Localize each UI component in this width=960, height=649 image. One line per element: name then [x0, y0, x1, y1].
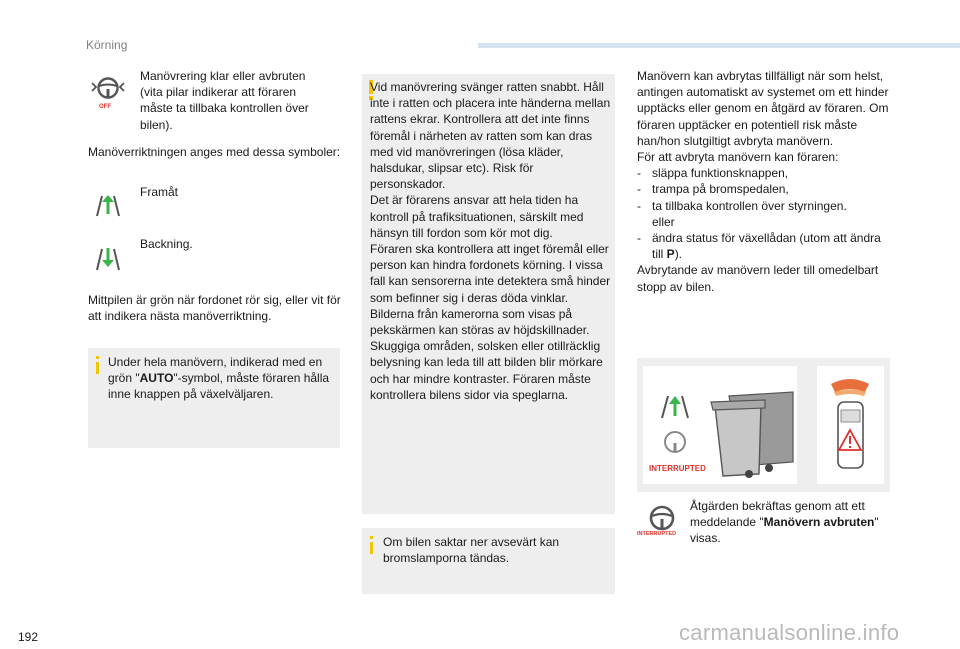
header-bar [478, 43, 960, 48]
icon-interrupted-label: INTERRUPTED [637, 531, 677, 537]
forward-arrow-icon [88, 192, 128, 220]
steering-off-icon [88, 74, 128, 108]
section-title: Körning [86, 38, 128, 52]
warning-box [362, 74, 615, 514]
list-item: - trampa på bromspedalen, [637, 181, 895, 197]
or-text: eller [652, 214, 675, 229]
driver-actions [637, 165, 895, 214]
brake-info-text: Om bilen saktar ner avsevärt kan bromslamporna tändas. [383, 535, 560, 566]
confirm-text: Åtgärden bekräftas genom att ett meddelande "Manövern avbruten" visas. [690, 499, 879, 546]
interrupted-screen-illustration [637, 358, 890, 492]
warning-text: Vid manövrering svänger ratten snabbt. Håll inte i ratten och placera inte händerna mellan rattens ekrar. Kontrollera att det inte finns föremål i närheten av ratten som kan dras med vid manövreringen (lösa kläder, halsdukar, slipsar etc). Risk för personskador. Det är förarens ansvar att hela tiden ha kontroll på trafiksituationen, särskilt med hänsyn till fordon som kör mot dig. Föraren ska kontrollera att inget föremål eller person kan hindra fordonets körning. I vissa fall kan sensorerna inte detektera små hinder som befinner sig i deras döda vinklar. Bilderna från kamerorna som visas på pekskärmen kan störas av höjdskillnader. Skuggiga områden, solsken eller otillräcklig belysning kan leda till att bilden blir mörkare och har mindre kontraster. Föraren måste kontrollera bilens sidor via speglarna. [370, 80, 611, 402]
direction-intro: Manöverriktningen anges med dessa symboler: [88, 145, 341, 159]
list-item: - ändra status för växellådan (utom att ändra till P). [637, 230, 895, 262]
driver-intro: För att avbryta manövern kan föraren: [637, 150, 839, 165]
off-description: Manövrering klar eller avbruten (vita pilar indikerar att föraren måste ta tillbaka kontrollen över bilen). [140, 69, 309, 132]
interrupt-intro: Manövern kan avbrytas tillfälligt när som helst, antingen automatiskt av systemet om ett hinder upptäcks eller genom en åtgärd av föraren. Om föraren upptäcker en potentiell risk måste han/hon slutgiltigt avbryta manövern. [637, 69, 889, 148]
reverse-arrow-icon [88, 244, 128, 272]
camera-view [643, 366, 797, 484]
screen-interrupted-label: INTERRUPTED [649, 464, 706, 473]
page-number: 192 [18, 630, 39, 644]
brake-info-box [362, 528, 615, 594]
stop-text: Avbrytande av manövern leder till omedelbart stopp av bilen. [637, 263, 879, 294]
arrow-explanation: Mittpilen är grön när fordonet rör sig, eller vit för att indikera nästa manöverriktning. [88, 293, 341, 324]
auto-info-text: Under hela manövern, indikerad med en grön "AUTO"-symbol, måste föraren hålla inne knappen på växelväljaren. [108, 355, 330, 402]
auto-info-box [88, 348, 340, 448]
watermark: carmanualsonline.info [679, 620, 900, 645]
list-item: - släppa funktionsknappen, [637, 165, 895, 181]
top-view [817, 366, 884, 484]
forward-label: Framåt [140, 185, 179, 199]
list-item: - ta tillbaka kontrollen över styrningen. [637, 198, 895, 214]
off-label: OFF [99, 104, 111, 110]
info-icon [96, 356, 99, 359]
reverse-label: Backning. [140, 237, 193, 251]
interrupt-text-block [637, 68, 895, 295]
info-icon [370, 536, 373, 539]
car-top-view-icon [817, 366, 884, 484]
